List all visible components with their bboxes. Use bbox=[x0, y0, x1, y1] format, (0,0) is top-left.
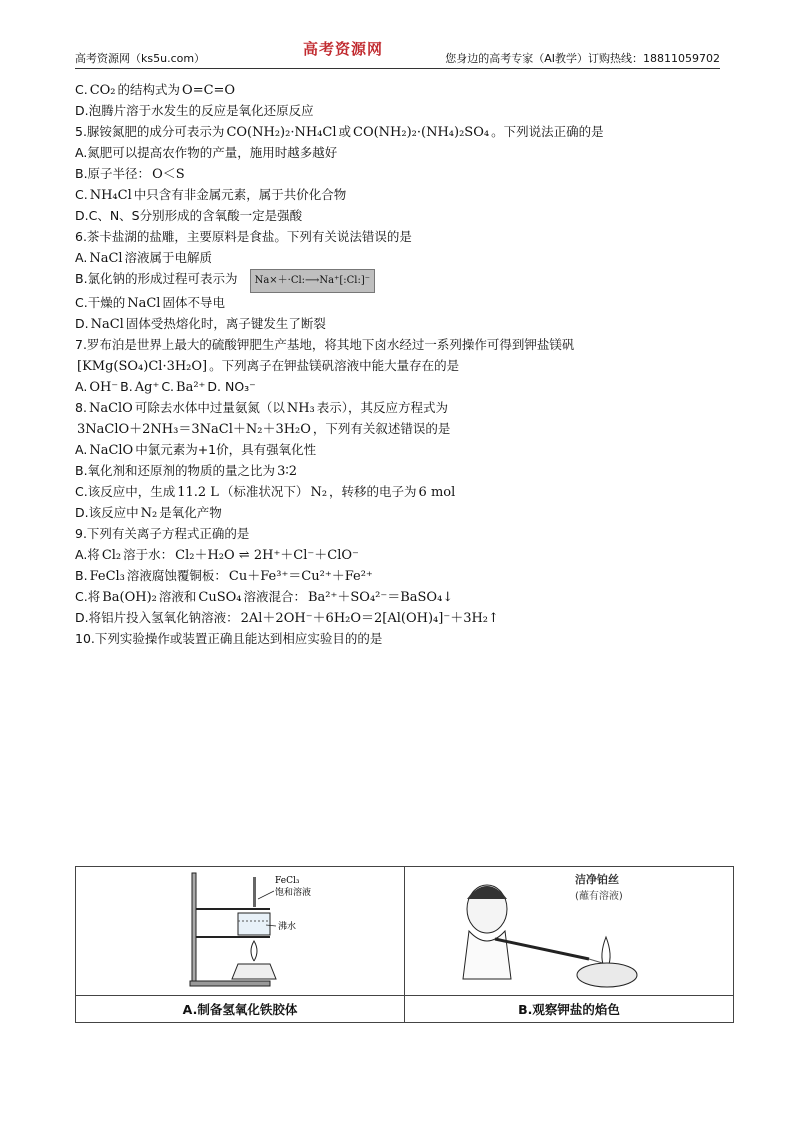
header-logo: 高考资源网 bbox=[303, 40, 384, 58]
text-span: 可除去水体中过量氨氮（以 bbox=[134, 400, 285, 415]
experiment-table bbox=[75, 866, 734, 1023]
text-span: 5.脲铵氮肥的成分可表示为 bbox=[75, 124, 225, 139]
text-span: 是氧化产物 bbox=[159, 505, 222, 520]
text-span: 固体不导电 bbox=[162, 295, 225, 310]
formula: Ba²⁺＋SO₄²⁻＝BaSO₄↓ bbox=[308, 590, 454, 605]
text-span: C. bbox=[75, 187, 88, 202]
formula: NaClO bbox=[89, 443, 134, 458]
formula: N₂ bbox=[140, 506, 158, 521]
figure-b-caption: B.观察钾盐的焰色 bbox=[405, 996, 734, 1023]
formula: O＜S bbox=[152, 167, 185, 182]
text-span: D. bbox=[75, 316, 89, 331]
text-span: A.将 bbox=[75, 547, 100, 562]
formula: NaClO bbox=[88, 401, 133, 416]
formula: 11.2 L bbox=[177, 485, 219, 500]
text-span: C.干燥的 bbox=[75, 295, 126, 310]
formula: Cu＋Fe³⁺＝Cu²⁺＋Fe²⁺ bbox=[228, 569, 373, 584]
text-span: 中只含有非金属元素，属于共价化合物 bbox=[133, 187, 347, 202]
text-line bbox=[75, 335, 725, 356]
text-span: B. bbox=[75, 568, 88, 583]
text-span: 。下列离子在钾盐镁矾溶液中能大量存在的是 bbox=[209, 358, 460, 373]
text-span: 6.茶卡盐湖的盐雕，主要原料是食盐。下列有关说法错误的是 bbox=[75, 229, 412, 244]
text-span: C. bbox=[161, 379, 175, 394]
formula: Cl₂ bbox=[101, 548, 122, 563]
flame-test-figure bbox=[439, 869, 699, 993]
text-span: A. bbox=[75, 250, 88, 265]
formula: CuSO₄ bbox=[198, 590, 242, 605]
text-line bbox=[75, 545, 725, 566]
figure-a-label3: 沸水 bbox=[278, 922, 297, 932]
text-span: 10.下列实验操作或装置正确且能达到相应实验目的的是 bbox=[75, 631, 383, 646]
text-span: 溶液腐蚀覆铜板： bbox=[126, 568, 227, 583]
figure-a-caption: A.制备氢氧化铁胶体 bbox=[76, 996, 405, 1023]
text-line bbox=[75, 206, 725, 227]
formula: CO(NH₂)₂·(NH₄)₂SO₄ bbox=[353, 125, 490, 140]
text-line bbox=[75, 524, 725, 545]
text-line bbox=[75, 185, 725, 206]
formula: FeCl₃ bbox=[89, 569, 125, 584]
formula: 3NaClO＋2NH₃＝3NaCl＋N₂＋3H₂O bbox=[77, 422, 311, 437]
text-span: D.该反应中 bbox=[75, 505, 139, 520]
text-line bbox=[75, 503, 725, 524]
text-span: D.泡腾片溶于水发生的反应是氧化还原反应 bbox=[75, 103, 314, 118]
text-span: 的结构式为 bbox=[117, 82, 181, 97]
text-span: 7.罗布泊是世界上最大的硫酸钾肥生产基地，将其地下卤水经过一系列操作可得到钾盐镁矾 bbox=[75, 337, 575, 352]
figure-a-label2: 饱和溶液 bbox=[275, 888, 312, 898]
text-line bbox=[75, 293, 725, 314]
formula: [KMg(SO₄)Cl·3H₂O] bbox=[77, 359, 208, 374]
formula: 2Al＋2OH⁻＋6H₂O＝2[Al(OH)₄]⁻＋3H₂↑ bbox=[240, 611, 499, 626]
text-span: 溶于水： bbox=[123, 547, 174, 562]
text-span: C.将 bbox=[75, 589, 101, 604]
formula: Ba²⁺ bbox=[176, 380, 206, 395]
text-span: B.原子半径： bbox=[75, 166, 151, 181]
formula: NH₄Cl bbox=[89, 188, 132, 203]
formula: O=C=O bbox=[182, 83, 236, 98]
text-span: 或 bbox=[338, 124, 351, 139]
text-span: 8. bbox=[75, 400, 87, 415]
text-span: A. bbox=[75, 379, 88, 394]
text-span: D.将铝片投入氢氧化钠溶液： bbox=[75, 610, 239, 625]
text-span: C.该反应中，生成 bbox=[75, 484, 176, 499]
text-line bbox=[75, 398, 725, 419]
text-line bbox=[75, 143, 725, 164]
figure-a-cell bbox=[76, 867, 405, 996]
text-line bbox=[75, 587, 725, 608]
text-line bbox=[75, 629, 725, 650]
text-span: D. NO₃⁻ bbox=[207, 379, 256, 394]
text-line bbox=[75, 482, 725, 503]
text-line bbox=[75, 440, 725, 461]
text-line bbox=[75, 101, 725, 122]
text-span: 。下列说法正确的是 bbox=[491, 124, 604, 139]
figure-b-label1: 洁净铂丝 bbox=[575, 873, 619, 886]
formula: Ag⁺ bbox=[134, 380, 160, 395]
question-content bbox=[75, 80, 725, 650]
text-span: 溶液和 bbox=[158, 589, 197, 604]
text-span: 表示），其反应方程式为 bbox=[316, 400, 449, 415]
text-line bbox=[75, 419, 725, 440]
text-span: （标准状况下） bbox=[220, 484, 309, 499]
text-span: 中氯元素为+1价，具有强氧化性 bbox=[135, 442, 317, 457]
text-line bbox=[75, 80, 725, 101]
text-line bbox=[75, 566, 725, 587]
text-line bbox=[75, 461, 725, 482]
text-span: ，下列有关叙述错误的是 bbox=[312, 421, 451, 436]
text-line bbox=[75, 356, 725, 377]
text-line bbox=[75, 164, 725, 185]
formula: CO₂ bbox=[89, 83, 116, 98]
text-span: B. bbox=[120, 379, 133, 394]
text-span: 固体受热熔化时，离子键发生了断裂 bbox=[125, 316, 326, 331]
formula: N₂ bbox=[310, 485, 328, 500]
nacl-formation-formula: Na×＋·Cl:⟶Na⁺[:Cl:]⁻ bbox=[250, 269, 375, 293]
page-header bbox=[75, 38, 720, 69]
text-span: C. bbox=[75, 82, 88, 97]
text-line bbox=[75, 248, 725, 269]
formula: CO(NH₂)₂·NH₄Cl bbox=[226, 125, 337, 140]
text-span: ，转移的电子为 bbox=[329, 484, 417, 499]
formula: 6 mol bbox=[418, 485, 456, 500]
text-span: 溶液混合： bbox=[243, 589, 306, 604]
formula: 3∶2 bbox=[277, 464, 297, 479]
formula: NaCl bbox=[89, 251, 123, 266]
text-line bbox=[75, 122, 725, 143]
figure-b-cell bbox=[405, 867, 734, 996]
text-line bbox=[75, 377, 725, 398]
text-span: B.氧化剂和还原剂的物质的量之比为 bbox=[75, 463, 276, 478]
text-line bbox=[75, 269, 725, 293]
formula: NaCl bbox=[127, 296, 161, 311]
text-span: B.氯化钠的形成过程可表示为 bbox=[75, 271, 238, 286]
text-span: 9.下列有关离子方程式正确的是 bbox=[75, 526, 250, 541]
text-line bbox=[75, 227, 725, 248]
formula: Ba(OH)₂ bbox=[102, 590, 157, 605]
text-span: 溶液属于电解质 bbox=[124, 250, 213, 265]
text-span: D.C、N、S分别形成的含氧酸一定是强酸 bbox=[75, 208, 303, 223]
formula: OH⁻ bbox=[89, 380, 119, 395]
figure-a-label1: FeCl₃ bbox=[275, 876, 300, 886]
header-left-text: 高考资源网（ks5u.com） bbox=[75, 52, 206, 65]
colloid-apparatus-figure bbox=[120, 869, 360, 993]
text-line bbox=[75, 314, 725, 335]
formula: Cl₂＋H₂O ⇌ 2H⁺＋Cl⁻＋ClO⁻ bbox=[175, 548, 359, 563]
text-line bbox=[75, 608, 725, 629]
header-right-text: 您身边的高考专家（AI教学）订购热线：18811059702 bbox=[445, 52, 720, 65]
text-span: A. bbox=[75, 442, 88, 457]
formula: NH₃ bbox=[286, 401, 315, 416]
figure-b-label2: (蘸有溶液) bbox=[575, 891, 623, 902]
text-span: A.氮肥可以提高农作物的产量，施用时越多越好 bbox=[75, 145, 338, 160]
formula: NaCl bbox=[90, 317, 124, 332]
